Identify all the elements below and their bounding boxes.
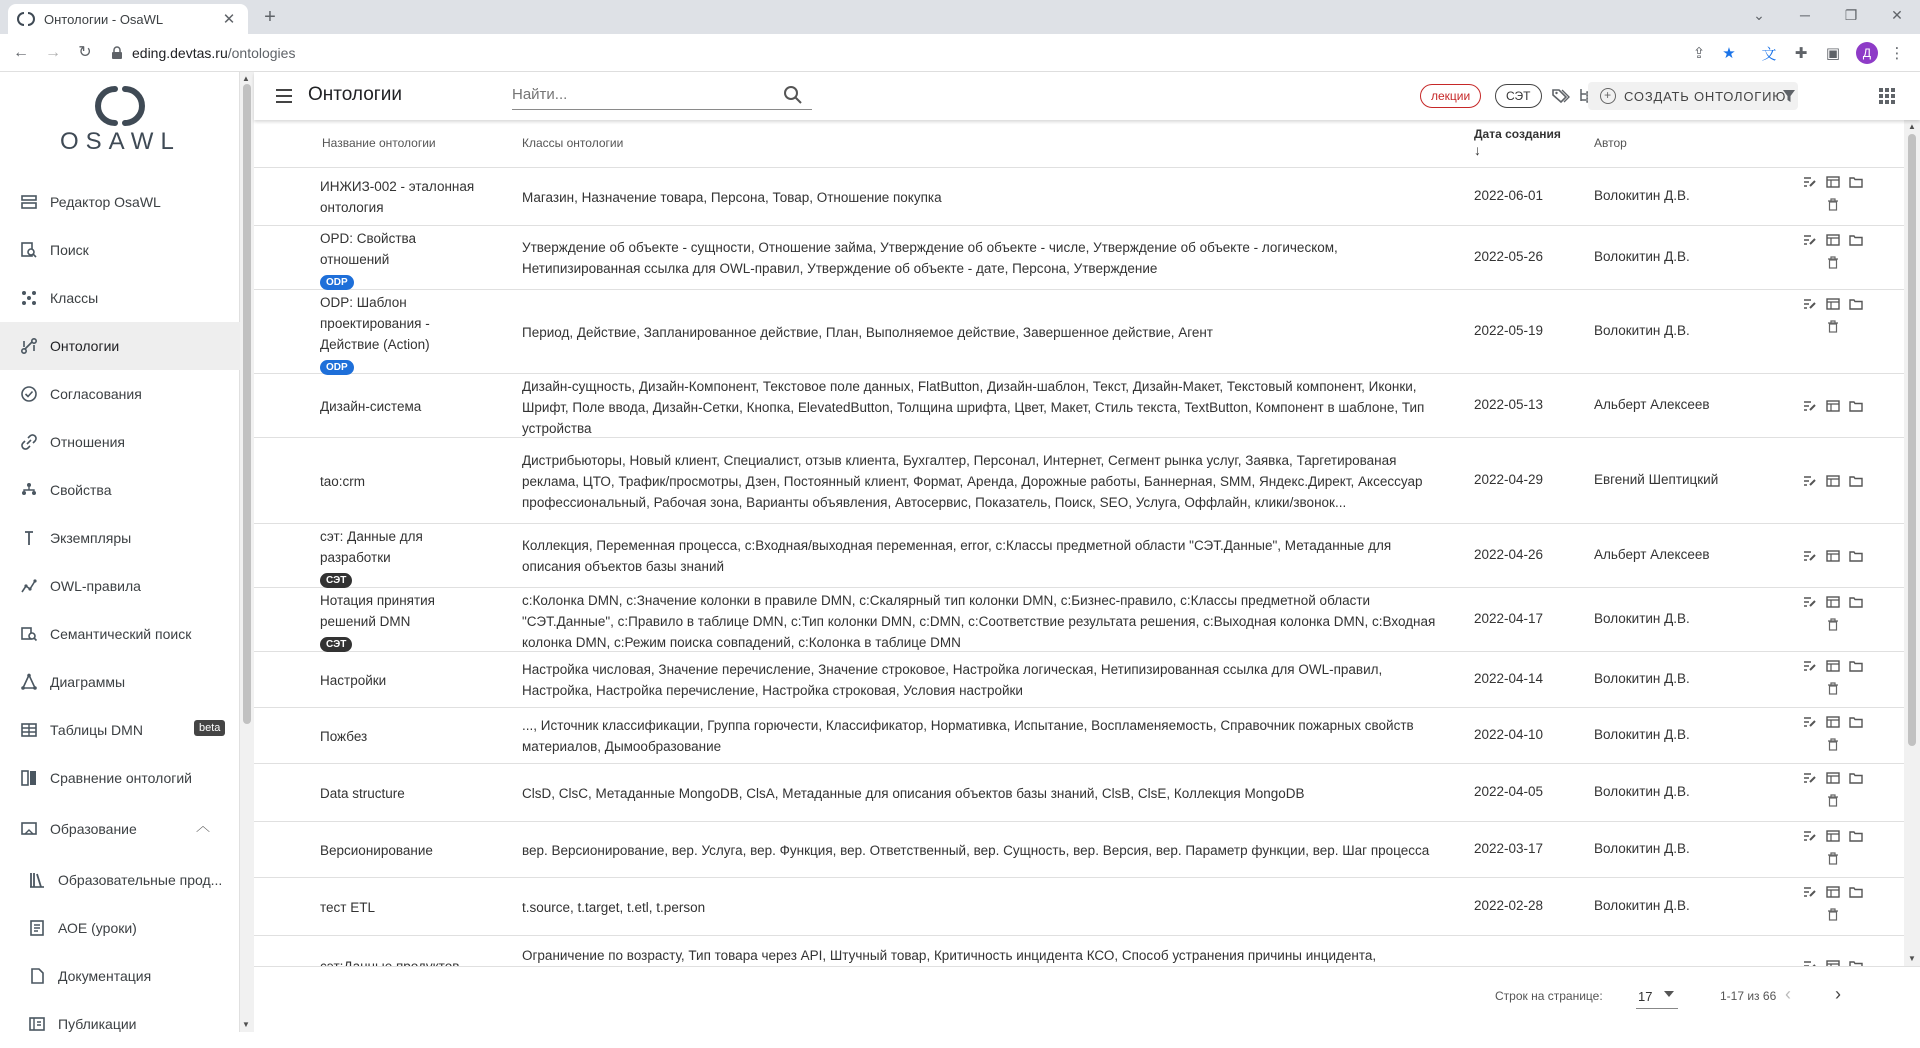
- scroll-up-icon[interactable]: ▲: [1908, 122, 1916, 131]
- ontology-date-cell: 2022-04-29: [1474, 472, 1544, 487]
- ontology-icon: [18, 335, 40, 357]
- ontology-name[interactable]: сэт: Данные для разработки: [320, 529, 423, 565]
- folder-icon[interactable]: [1847, 658, 1865, 674]
- ontology-date-cell: 2022-02-28: [1474, 898, 1544, 913]
- ontology-classes-cell: ClsD, ClsC, Метаданные MongoDB, ClsA, Метаданные для описания объектов базы знаний, ClsB, ClsE, Коллекция MongoDB: [522, 786, 1305, 801]
- ontology-classes-cell: t.source, t.target, t.etl, t.person: [522, 900, 706, 915]
- table-row[interactable]: [254, 226, 1904, 290]
- logo-text: OSAWL: [60, 128, 181, 155]
- semantic-search-icon: [18, 623, 40, 645]
- forward-icon[interactable]: →: [45, 44, 61, 61]
- check-circle-icon: [18, 383, 40, 405]
- ontology-name[interactable]: ODP: Шаблон проектирования - Действие (Action): [320, 295, 430, 352]
- column-header-date-label: Дата создания: [1474, 127, 1561, 141]
- ontology-table: [254, 120, 1904, 966]
- url-path: /ontologies: [227, 45, 296, 61]
- edit-list-icon[interactable]: [1801, 548, 1819, 564]
- sidebar-item-label: Образовательные прод...: [58, 872, 223, 888]
- sidebar-item-approvals[interactable]: [0, 370, 240, 418]
- tab-search-icon[interactable]: ⌄: [1753, 6, 1765, 23]
- lock-icon: [110, 46, 124, 60]
- share-icon[interactable]: ⇪: [1692, 45, 1706, 62]
- browser-tabstrip: [0, 0, 1920, 34]
- table-view-icon[interactable]: [1824, 296, 1842, 312]
- browser-tab-title: Онтологии - OsaWL: [44, 11, 164, 27]
- ontology-author-cell: Евгений Шептицкий: [1594, 472, 1719, 487]
- folder-icon[interactable]: [1847, 398, 1865, 414]
- minimize-icon[interactable]: ─: [1800, 7, 1810, 23]
- sidebar-item-label: Поиск: [50, 242, 89, 258]
- sidebar-item-publications[interactable]: [0, 1000, 240, 1048]
- table-scroll-thumb[interactable]: [1908, 134, 1916, 746]
- browser-menu-icon[interactable]: ⋮: [1889, 45, 1905, 62]
- bookmark-star-icon[interactable]: ★: [1722, 45, 1736, 62]
- ontology-date-cell: 2022-05-26: [1474, 249, 1544, 264]
- delete-icon[interactable]: [1824, 850, 1842, 866]
- sidebar-item-label: Экземпляры: [50, 530, 132, 546]
- delete-icon[interactable]: [1824, 792, 1842, 808]
- instance-icon: [18, 527, 40, 549]
- sidebar-item-label: АОЕ (уроки): [58, 920, 137, 936]
- ontology-date-cell: 2022-04-17: [1474, 611, 1544, 626]
- dropdown-arrow-icon: [1664, 991, 1674, 997]
- table-icon: [18, 719, 40, 741]
- ontology-author-cell: Альберт Алексеев: [1594, 547, 1710, 562]
- sidebar-item-owl-rules[interactable]: [0, 562, 240, 610]
- close-tab-icon[interactable]: ✕: [222, 11, 236, 28]
- table-view-icon[interactable]: [1824, 884, 1842, 900]
- sidebar-nav: [0, 178, 240, 1048]
- beta-badge: beta: [194, 720, 225, 736]
- lectures-filter-chip[interactable]: лекции: [1420, 84, 1481, 108]
- sidebar-item-diagrams[interactable]: [0, 658, 240, 706]
- sidebar-item-label: Онтологии: [50, 338, 120, 354]
- ontology-tag-badge: СЭТ: [320, 637, 352, 652]
- ontology-name-cell: [320, 396, 476, 417]
- ontology-name[interactable]: Версионирование: [320, 843, 433, 858]
- document-icon: [26, 965, 48, 987]
- ontology-date-cell: 2022-05-13: [1474, 397, 1544, 412]
- sidebar-item-instances[interactable]: [0, 514, 240, 562]
- diagram-icon: [18, 671, 40, 693]
- ontology-name[interactable]: Пожбез: [320, 729, 368, 744]
- edit-list-icon[interactable]: [1801, 232, 1819, 248]
- column-header-author[interactable]: Автор: [1594, 136, 1627, 150]
- search-input[interactable]: [512, 86, 782, 103]
- ontology-name[interactable]: тест ETL: [320, 900, 375, 915]
- ontology-name[interactable]: tao:crm: [320, 474, 366, 489]
- ontology-name-cell: [320, 670, 476, 691]
- table-view-icon[interactable]: [1824, 398, 1842, 414]
- translate-icon[interactable]: 文: [1761, 45, 1777, 63]
- delete-icon[interactable]: [1824, 906, 1842, 922]
- osawl-favicon-icon: [18, 11, 34, 27]
- ontology-name-cell: [320, 783, 476, 804]
- sidebar-item-ontologies[interactable]: [0, 322, 240, 370]
- ontology-author-cell: Волокитин Д.В.: [1594, 671, 1690, 686]
- sidepanel-icon[interactable]: ▣: [1825, 45, 1841, 62]
- sidebar-item-label: Свойства: [50, 482, 112, 498]
- ontology-author-cell: Волокитин Д.В.: [1594, 188, 1690, 203]
- extensions-icon[interactable]: ✚: [1794, 45, 1808, 62]
- edit-list-icon[interactable]: [1801, 296, 1819, 312]
- table-row[interactable]: [254, 290, 1904, 374]
- app-header: [254, 72, 1920, 120]
- ontology-name-cell: [320, 176, 476, 218]
- sidebar-item-label: Отношения: [50, 434, 125, 450]
- ontology-author-cell: Волокитин Д.В.: [1594, 323, 1690, 338]
- edit-list-icon[interactable]: [1801, 714, 1819, 730]
- ontology-author-cell: Волокитин Д.В.: [1594, 249, 1690, 264]
- ontology-classes-cell: Период, Действие, Запланированное действие, План, Выполняемое действие, Завершенное действие, Агент: [522, 325, 1213, 340]
- sidebar-scrollbar[interactable]: [240, 72, 254, 1032]
- sidebar-item-education[interactable]: [0, 802, 240, 856]
- delete-icon[interactable]: [1824, 736, 1842, 752]
- ontology-name-cell: [320, 526, 476, 589]
- filter-icon[interactable]: [1778, 85, 1800, 107]
- search-icon[interactable]: [782, 84, 804, 106]
- table-row[interactable]: [254, 168, 1904, 226]
- ontology-classes-cell: Коллекция, Переменная процесса, с:Входная/выходная переменная, error, с:Классы предметной области "СЭТ.Данные", Метаданные для описания объектов базы знаний: [522, 538, 1392, 574]
- ontology-name-cell: [320, 228, 476, 291]
- column-header-name[interactable]: Название онтологии: [322, 136, 436, 150]
- table-row[interactable]: [254, 374, 1904, 438]
- browser-tab[interactable]: [8, 4, 248, 34]
- sidebar-item-label: Диаграммы: [50, 674, 126, 690]
- ontology-name-cell: [320, 840, 476, 861]
- sidebar-item-editor[interactable]: [0, 178, 240, 226]
- ontology-name[interactable]: Нотация принятия решений DMN: [320, 593, 435, 629]
- sidebar-scroll-thumb[interactable]: [243, 84, 251, 724]
- sidebar-item-label: Образование: [50, 821, 137, 837]
- page-title: Онтологии: [308, 84, 402, 105]
- table-row[interactable]: [254, 822, 1904, 878]
- ontology-name[interactable]: OPD: Свойства отношений: [320, 231, 417, 267]
- search-doc-icon: [18, 239, 40, 261]
- ontology-classes-cell: Дизайн-сущность, Дизайн-Компонент, Текстовое поле данных, FlatButton, Дизайн-шаблон, Текст, Дизайн-Макет, Текстовый компонент, Иконки, Шрифт, Поле ввода, Дизайн-Сетки, Кнопка, ElevatedButton, Толщина шрифта, Цвет, Макет, Стиль текста, TextButton, Компонент в шаблоне, Тип устройства: [522, 379, 1425, 436]
- table-view-icon[interactable]: [1824, 770, 1842, 786]
- scroll-up-icon[interactable]: ▲: [242, 74, 250, 83]
- delete-icon[interactable]: [1824, 196, 1842, 212]
- rows-per-page-value: 17: [1638, 989, 1653, 1004]
- sidebar-item-dmn-tables[interactable]: [0, 706, 240, 754]
- sidebar-item-label: Публикации: [58, 1016, 137, 1032]
- folder-icon[interactable]: [1847, 828, 1865, 844]
- folder-icon[interactable]: [1847, 174, 1865, 190]
- delete-icon[interactable]: [1824, 680, 1842, 696]
- osawl-logo-icon: [96, 86, 144, 126]
- restore-icon[interactable]: ❐: [1844, 6, 1858, 23]
- folder-icon[interactable]: [1847, 548, 1865, 564]
- properties-icon: [18, 479, 40, 501]
- ontology-classes-cell: вер. Версионирование, вер. Услуга, вер. Функция, вер. Ответственный, вер. Сущность, вер. Версия, вер. Параметр функции, вер. Шаг процесса: [522, 843, 1430, 858]
- folder-icon[interactable]: [1847, 296, 1865, 312]
- profile-avatar[interactable]: Д: [1856, 42, 1878, 64]
- ontology-name-cell: [320, 726, 476, 747]
- edit-list-icon[interactable]: [1801, 174, 1819, 190]
- ontology-date-cell: 2022-04-05: [1474, 784, 1544, 799]
- sidebar-item-properties[interactable]: [0, 466, 240, 514]
- ontology-author-cell: Волокитин Д.В.: [1594, 611, 1690, 626]
- create-ontology-label: СОЗДАТЬ ОНТОЛОГИЮ: [1624, 88, 1787, 104]
- ontology-date-cell: 2022-04-26: [1474, 547, 1544, 562]
- sidebar-item-label: Согласования: [50, 386, 142, 402]
- folder-icon[interactable]: [1847, 714, 1865, 730]
- column-header-classes[interactable]: Классы онтологии: [522, 136, 624, 150]
- menu-icon[interactable]: [274, 86, 294, 106]
- edit-list-icon[interactable]: [1801, 770, 1819, 786]
- next-page-button[interactable]: ›: [1835, 984, 1841, 1004]
- sidebar-item-label: Таблицы DMN: [50, 722, 143, 738]
- address-bar[interactable]: [106, 39, 1696, 67]
- table-row[interactable]: [254, 588, 1904, 652]
- ontology-name-cell: [320, 590, 476, 653]
- scroll-down-icon[interactable]: ▼: [1908, 954, 1916, 963]
- sidebar-item-label: Классы: [50, 290, 99, 306]
- tags-icon[interactable]: [1550, 85, 1572, 107]
- page-range: 1-17 из 66: [1720, 989, 1777, 1003]
- table-view-icon[interactable]: [1824, 658, 1842, 674]
- add-circle-icon: +: [1600, 88, 1616, 104]
- ontology-tag-badge: ODP: [320, 360, 354, 375]
- browser-toolbar: [0, 34, 1920, 72]
- table-row[interactable]: [254, 708, 1904, 764]
- sidebar-item-edu-products[interactable]: [0, 856, 240, 904]
- table-body: [254, 168, 1904, 996]
- sidebar-item-classes[interactable]: [0, 274, 240, 322]
- folder-icon[interactable]: [1847, 232, 1865, 248]
- chevron-up-icon[interactable]: ︿: [196, 818, 210, 834]
- ontology-classes-cell: Магазин, Назначение товара, Персона, Товар, Отношение покупка: [522, 190, 942, 205]
- pagination: [254, 966, 1920, 1032]
- ontology-author-cell: Альберт Алексеев: [1594, 397, 1710, 412]
- ontology-classes-cell: Дистрибьюторы, Новый клиент, Специалист, отзыв клиента, Бухгалтер, Персонал, Интернет, Сегмент рынка услуг, Заявка, Таргетированая реклама, ЦТО, Трафик/просмотры, Дзен, Постоянный клиент, Формат, Аренда, Дорожные работы, Баннерная, SMM, Яндекс.Директ, Аксессуар профессиональный, Рабочая зона, Варианты объявления, Автосервис, Показатель, Поиск, SEO, Услуга, Оффлайн, клики/звонок...: [522, 453, 1423, 510]
- create-ontology-button[interactable]: [1588, 82, 1798, 110]
- app-root: [0, 72, 1920, 1032]
- main-content: [254, 72, 1920, 1032]
- ontology-classes-cell: Утверждение об объекте - сущности, Отношение займа, Утверждение об объекте - числе, Утверждение об объекте - логическом, Нетипизированная ссылка для OWL-правил, Утверждение об объекте - дате, Персона, Утверждение: [522, 240, 1338, 276]
- ontology-author-cell: Волокитин Д.В.: [1594, 841, 1690, 856]
- ontology-date-cell: 2022-03-17: [1474, 841, 1544, 856]
- table-view-icon[interactable]: [1824, 594, 1842, 610]
- ontology-classes-cell: Настройка числовая, Значение перечисление, Значение строковое, Настройка логическая, Нетипизированная ссылка для OWL-правил, Настройка, Настройка перечисление, Настройка строковая, Условия настройки: [522, 662, 1383, 698]
- ontology-name-cell: [320, 292, 476, 376]
- folder-icon[interactable]: [1847, 594, 1865, 610]
- publication-icon: [26, 1013, 48, 1035]
- folder-icon[interactable]: [1847, 884, 1865, 900]
- table-view-icon[interactable]: [1824, 548, 1842, 564]
- folder-icon[interactable]: [1847, 770, 1865, 786]
- sort-desc-icon[interactable]: ↓: [1474, 142, 1481, 158]
- sidebar-item-label: Сравнение онтологий: [50, 770, 192, 786]
- osawl-logo[interactable]: [60, 86, 180, 156]
- sidebar-item-documentation[interactable]: [0, 952, 240, 1000]
- table-row[interactable]: [254, 878, 1904, 936]
- set-filter-chip[interactable]: СЭТ: [1495, 84, 1542, 108]
- table-view-icon[interactable]: [1824, 714, 1842, 730]
- table-view-icon[interactable]: [1824, 232, 1842, 248]
- url-host: eding.devtas.ru: [132, 45, 228, 61]
- ontology-name[interactable]: Дизайн-система: [320, 399, 422, 414]
- close-window-icon[interactable]: ✕: [1891, 6, 1903, 23]
- library-icon: [26, 869, 48, 891]
- back-icon[interactable]: ←: [13, 44, 29, 61]
- ontology-classes-cell: ..., Источник классификации, Группа горючести, Классификатор, Нормативка, Испытание, Воспламеняемость, Справочник пожарных свойств материалов, Дымообразование: [522, 718, 1414, 754]
- delete-icon[interactable]: [1824, 616, 1842, 632]
- ontology-author-cell: Волокитин Д.В.: [1594, 727, 1690, 742]
- ontology-date-cell: 2022-05-19: [1474, 323, 1544, 338]
- ontology-classes-cell: с:Колонка DMN, с:Значение колонки в правиле DMN, с:Скалярный тип колонки DMN, с:Бизнес-правило, с:Классы предметной области "СЭТ.Данные", с:Правило в таблице DMN, с:Тип колонки DMN, с:DMN, с:Соответствие результата решения, с:Выходная колонка DMN, с:Входная колонка DMN, с:Режим поиска совпадений, с:Колонка в таблице DMN: [522, 593, 1436, 650]
- education-icon: [18, 818, 40, 840]
- delete-icon[interactable]: [1824, 318, 1842, 334]
- ontology-tag-badge: СЭТ: [320, 573, 352, 588]
- ontology-name[interactable]: Настройки: [320, 673, 387, 688]
- ontology-name[interactable]: ИНЖИЗ-002 - эталонная онтология: [320, 179, 475, 215]
- link-icon: [18, 431, 40, 453]
- edit-list-icon[interactable]: [1801, 473, 1819, 489]
- edit-list-icon[interactable]: [1801, 398, 1819, 414]
- table-header: [254, 120, 1904, 168]
- ontology-author-cell: Волокитин Д.В.: [1594, 898, 1690, 913]
- search-box: [512, 80, 812, 110]
- scroll-down-icon[interactable]: ▼: [242, 1020, 250, 1029]
- ontology-name-cell: [320, 471, 476, 492]
- folder-icon[interactable]: [1847, 473, 1865, 489]
- sidebar-item-compare[interactable]: [0, 754, 240, 802]
- table-view-icon[interactable]: [1824, 174, 1842, 190]
- column-header-date[interactable]: [1474, 126, 1561, 158]
- rows-per-page-select[interactable]: [1636, 985, 1678, 1009]
- sidebar-item-semantic-search[interactable]: [0, 610, 240, 658]
- edit-list-icon[interactable]: [1801, 594, 1819, 610]
- reload-icon[interactable]: ↻: [78, 44, 92, 61]
- sidebar-item-label: Документация: [58, 968, 152, 984]
- edit-list-icon[interactable]: [1801, 658, 1819, 674]
- ontology-date-cell: 2022-06-01: [1474, 188, 1544, 203]
- table-row[interactable]: [254, 764, 1904, 822]
- apps-grid-icon[interactable]: [1876, 85, 1898, 107]
- editor-icon: [18, 191, 40, 213]
- sidebar-item-lessons[interactable]: [0, 904, 240, 952]
- sidebar-item-label: Семантический поиск: [50, 626, 192, 642]
- prev-page-button[interactable]: ‹: [1785, 984, 1791, 1004]
- ontology-name-cell: [320, 897, 476, 918]
- sidebar: [0, 72, 240, 1032]
- table-scrollbar[interactable]: [1904, 120, 1920, 966]
- classes-icon: [18, 287, 40, 309]
- ontology-author-cell: Волокитин Д.В.: [1594, 784, 1690, 799]
- edit-list-icon[interactable]: [1801, 884, 1819, 900]
- rules-icon: [18, 575, 40, 597]
- rows-per-page-label: Строк на странице:: [1495, 989, 1603, 1003]
- table-row[interactable]: [254, 524, 1904, 588]
- ontology-date-cell: 2022-04-14: [1474, 671, 1544, 686]
- delete-icon[interactable]: [1824, 254, 1842, 270]
- table-row[interactable]: [254, 652, 1904, 708]
- edit-list-icon[interactable]: [1801, 828, 1819, 844]
- table-row[interactable]: [254, 438, 1904, 524]
- new-tab-icon[interactable]: +: [264, 6, 276, 28]
- compare-icon: [18, 767, 40, 789]
- table-view-icon[interactable]: [1824, 828, 1842, 844]
- sidebar-item-search[interactable]: [0, 226, 240, 274]
- table-view-icon[interactable]: [1824, 473, 1842, 489]
- ontology-date-cell: 2022-04-10: [1474, 727, 1544, 742]
- sidebar-item-label: Редактор OsaWL: [50, 194, 161, 210]
- ontology-tag-badge: ODP: [320, 275, 354, 290]
- ontology-classes-cell: Ограничение по возрасту, Тип товара через API, Штучный товар, Критичность инцидента КСО, Способ устранения причины инцидента,: [522, 948, 1377, 963]
- ontology-name[interactable]: Data structure: [320, 786, 405, 801]
- sidebar-item-relations[interactable]: [0, 418, 240, 466]
- sidebar-item-label: OWL-правила: [50, 578, 141, 594]
- lesson-icon: [26, 917, 48, 939]
